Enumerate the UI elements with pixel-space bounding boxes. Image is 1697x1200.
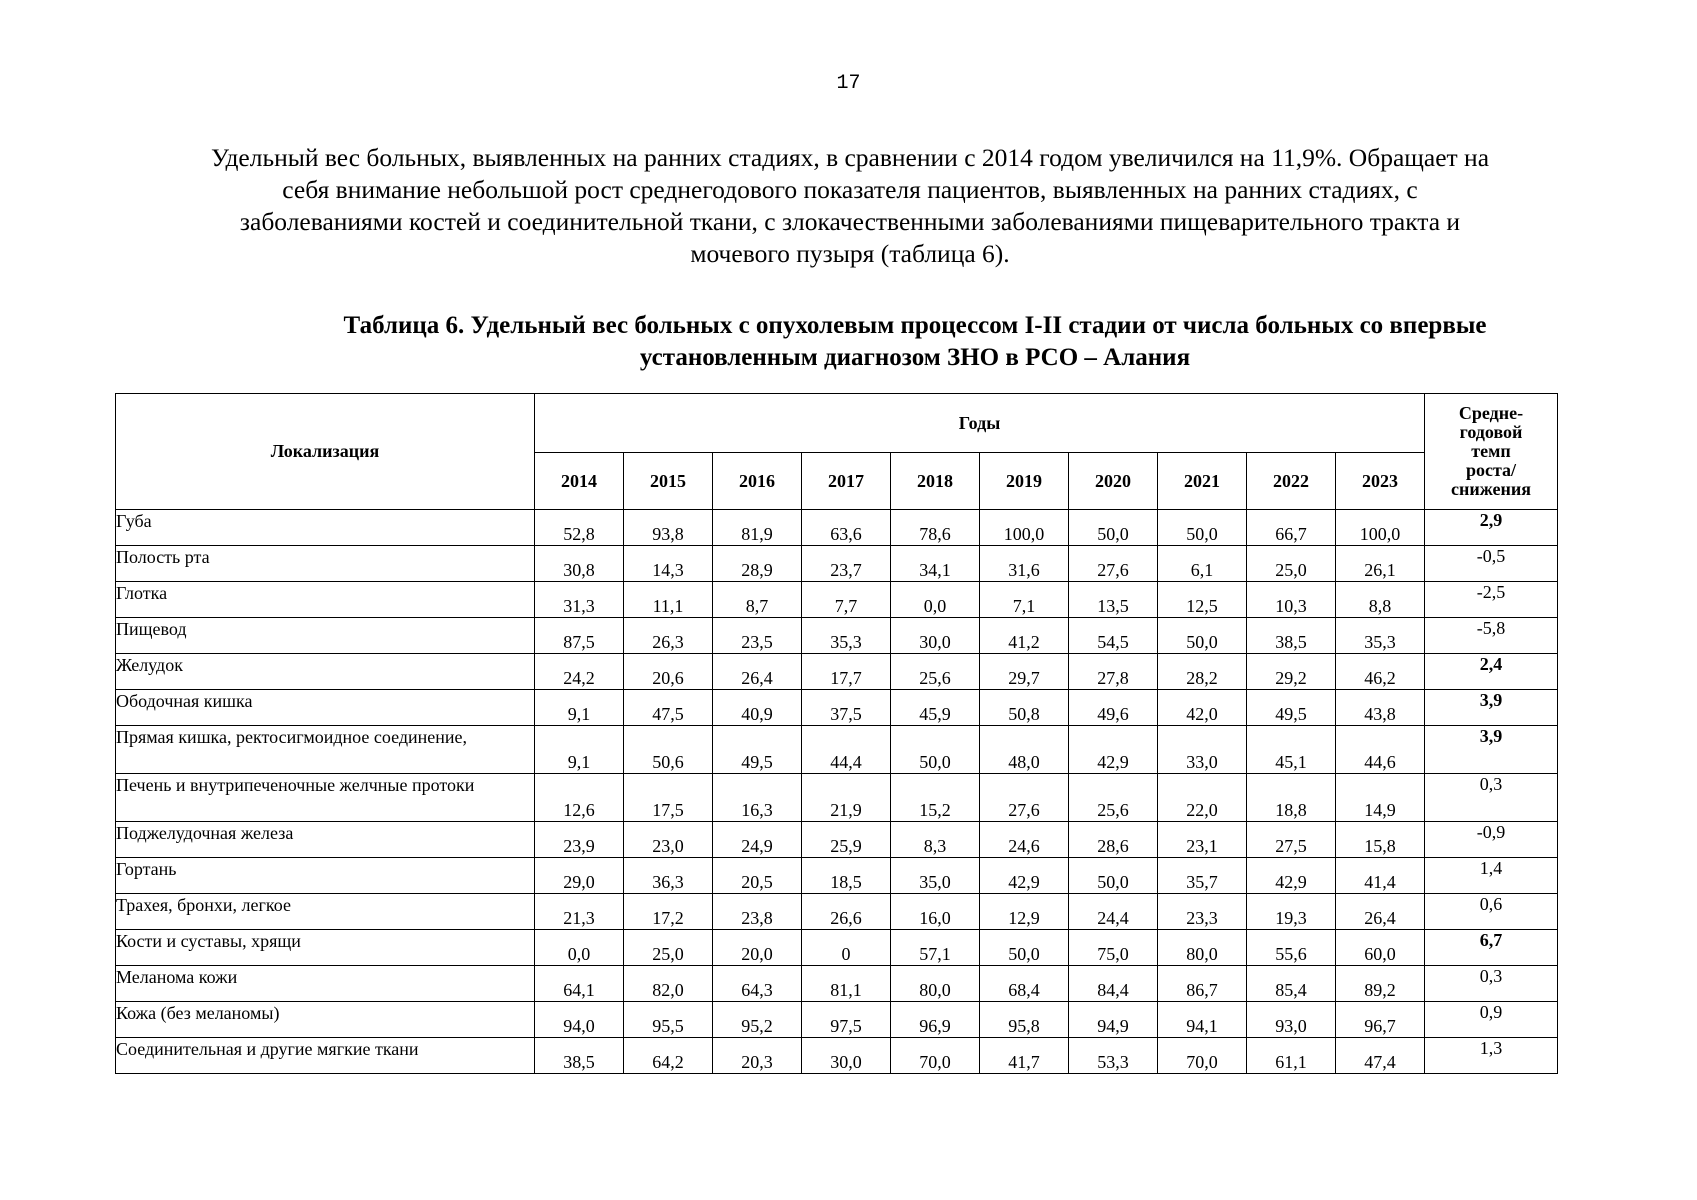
intro-line: Удельный вес больных, выявленных на ранних стадиях, в сравнении с 2014 годом увеличился на 11,9%. Обращает на (210, 143, 1490, 172)
average-rate-cell: 0,3 (1425, 774, 1558, 822)
value-cell: 6,1 (1158, 546, 1247, 582)
value-cell: 41,7 (980, 1038, 1069, 1074)
value-cell: 29,0 (535, 858, 624, 894)
table-row (116, 822, 1558, 858)
value-cell: 17,2 (624, 894, 713, 930)
value-cell: 48,0 (980, 726, 1069, 774)
intro-line: заболеваниями костей и соединительной ткани, с злокачественными заболеваниями пищеварительного тракта и (239, 207, 1461, 236)
value-cell: 18,8 (1247, 774, 1336, 822)
localization-cell: Прямая кишка, ректосигмоидное соединение, (116, 726, 535, 774)
value-cell: 14,3 (624, 546, 713, 582)
average-rate-header: Средне- годовой темп роста/ снижения (1425, 394, 1558, 510)
value-cell: 14,9 (1336, 774, 1425, 822)
value-cell: 18,5 (802, 858, 891, 894)
value-cell: 42,9 (980, 858, 1069, 894)
value-cell: 24,9 (713, 822, 802, 858)
localization-cell: Печень и внутрипеченочные желчные протоки (116, 774, 535, 822)
stage-share-table (115, 393, 1558, 1074)
average-rate-cell: -0,9 (1425, 822, 1558, 858)
value-cell: 54,5 (1069, 618, 1158, 654)
value-cell: 30,8 (535, 546, 624, 582)
average-rate-cell: 1,4 (1425, 858, 1558, 894)
value-cell: 38,5 (1247, 618, 1336, 654)
localization-cell: Кости и суставы, хрящи (116, 930, 535, 966)
value-cell: 46,2 (1336, 654, 1425, 690)
value-cell: 16,0 (891, 894, 980, 930)
value-cell: 63,6 (802, 510, 891, 546)
value-cell: 31,6 (980, 546, 1069, 582)
average-rate-cell: -2,5 (1425, 582, 1558, 618)
value-cell: 80,0 (891, 966, 980, 1002)
value-cell: 68,4 (980, 966, 1069, 1002)
value-cell: 64,1 (535, 966, 624, 1002)
value-cell: 24,6 (980, 822, 1069, 858)
value-cell: 12,9 (980, 894, 1069, 930)
localization-cell: Ободочная кишка (116, 690, 535, 726)
caption-line: установленным диагнозом ЗНО в РСО – Алания (639, 344, 1191, 371)
table-row (116, 618, 1558, 654)
value-cell: 11,1 (624, 582, 713, 618)
value-cell: 25,6 (1069, 774, 1158, 822)
value-cell: 23,5 (713, 618, 802, 654)
value-cell: 30,0 (802, 1038, 891, 1074)
value-cell: 8,3 (891, 822, 980, 858)
value-cell: 49,6 (1069, 690, 1158, 726)
value-cell: 25,0 (624, 930, 713, 966)
value-cell: 44,6 (1336, 726, 1425, 774)
value-cell: 15,2 (891, 774, 980, 822)
value-cell: 23,3 (1158, 894, 1247, 930)
value-cell: 42,9 (1069, 726, 1158, 774)
localization-cell: Гортань (116, 858, 535, 894)
value-cell: 26,6 (802, 894, 891, 930)
value-cell: 100,0 (1336, 510, 1425, 546)
localization-cell: Пищевод (116, 618, 535, 654)
value-cell: 43,8 (1336, 690, 1425, 726)
value-cell: 0,0 (535, 930, 624, 966)
value-cell: 8,7 (713, 582, 802, 618)
value-cell: 47,5 (624, 690, 713, 726)
value-cell: 12,6 (535, 774, 624, 822)
value-cell: 28,9 (713, 546, 802, 582)
value-cell: 7,7 (802, 582, 891, 618)
average-rate-cell: 3,9 (1425, 690, 1558, 726)
value-cell: 0,0 (891, 582, 980, 618)
year-header: 2016 (713, 453, 802, 510)
value-cell: 66,7 (1247, 510, 1336, 546)
table-caption (220, 310, 1610, 374)
table-row (116, 930, 1558, 966)
value-cell: 40,9 (713, 690, 802, 726)
value-cell: 96,7 (1336, 1002, 1425, 1038)
value-cell: 35,7 (1158, 858, 1247, 894)
value-cell: 25,6 (891, 654, 980, 690)
localization-cell: Соединительная и другие мягкие ткани (116, 1038, 535, 1074)
value-cell: 80,0 (1158, 930, 1247, 966)
localization-cell: Кожа (без меланомы) (116, 1002, 535, 1038)
value-cell: 42,9 (1247, 858, 1336, 894)
localization-cell: Меланома кожи (116, 966, 535, 1002)
value-cell: 57,1 (891, 930, 980, 966)
average-rate-cell: 3,9 (1425, 726, 1558, 774)
value-cell: 49,5 (1247, 690, 1336, 726)
value-cell: 87,5 (535, 618, 624, 654)
localization-cell: Полость рта (116, 546, 535, 582)
value-cell: 10,3 (1247, 582, 1336, 618)
value-cell: 35,0 (891, 858, 980, 894)
value-cell: 50,0 (1069, 510, 1158, 546)
value-cell: 45,9 (891, 690, 980, 726)
value-cell: 61,1 (1247, 1038, 1336, 1074)
average-rate-cell: 1,3 (1425, 1038, 1558, 1074)
value-cell: 24,4 (1069, 894, 1158, 930)
intro-line: мочевого пузыря (таблица 6). (690, 239, 1010, 268)
years-header: Годы (535, 394, 1425, 453)
value-cell: 29,2 (1247, 654, 1336, 690)
table-row (116, 726, 1558, 774)
value-cell: 33,0 (1158, 726, 1247, 774)
value-cell: 24,2 (535, 654, 624, 690)
localization-cell: Глотка (116, 582, 535, 618)
year-header: 2021 (1158, 453, 1247, 510)
year-header: 2017 (802, 453, 891, 510)
value-cell: 50,0 (1069, 858, 1158, 894)
table-row (116, 690, 1558, 726)
table-row (116, 1038, 1558, 1074)
localization-cell: Поджелудочная железа (116, 822, 535, 858)
value-cell: 8,8 (1336, 582, 1425, 618)
average-rate-cell: 2,4 (1425, 654, 1558, 690)
localization-cell: Желудок (116, 654, 535, 690)
value-cell: 37,5 (802, 690, 891, 726)
value-cell: 60,0 (1336, 930, 1425, 966)
value-cell: 29,7 (980, 654, 1069, 690)
year-header: 2019 (980, 453, 1069, 510)
value-cell: 9,1 (535, 726, 624, 774)
table-row (116, 546, 1558, 582)
value-cell: 23,1 (1158, 822, 1247, 858)
year-header: 2018 (891, 453, 980, 510)
value-cell: 82,0 (624, 966, 713, 1002)
year-header: 2020 (1069, 453, 1158, 510)
localization-cell: Губа (116, 510, 535, 546)
average-rate-cell: 0,6 (1425, 894, 1558, 930)
value-cell: 84,4 (1069, 966, 1158, 1002)
value-cell: 23,9 (535, 822, 624, 858)
value-cell: 50,6 (624, 726, 713, 774)
value-cell: 96,9 (891, 1002, 980, 1038)
value-cell: 0 (802, 930, 891, 966)
intro-line: себя внимание небольшой рост среднегодового показателя пациентов, выявленных на ранних стадиях, с (282, 175, 1418, 204)
value-cell: 50,0 (891, 726, 980, 774)
value-cell: 23,0 (624, 822, 713, 858)
value-cell: 21,3 (535, 894, 624, 930)
value-cell: 89,2 (1336, 966, 1425, 1002)
value-cell: 70,0 (1158, 1038, 1247, 1074)
value-cell: 75,0 (1069, 930, 1158, 966)
value-cell: 27,6 (1069, 546, 1158, 582)
table-row (116, 1002, 1558, 1038)
value-cell: 12,5 (1158, 582, 1247, 618)
value-cell: 85,4 (1247, 966, 1336, 1002)
average-rate-cell: 2,9 (1425, 510, 1558, 546)
value-cell: 86,7 (1158, 966, 1247, 1002)
value-cell: 26,1 (1336, 546, 1425, 582)
value-cell: 100,0 (980, 510, 1069, 546)
year-header: 2022 (1247, 453, 1336, 510)
value-cell: 94,0 (535, 1002, 624, 1038)
value-cell: 44,4 (802, 726, 891, 774)
table-row (116, 774, 1558, 822)
value-cell: 78,6 (891, 510, 980, 546)
value-cell: 23,8 (713, 894, 802, 930)
value-cell: 95,8 (980, 1002, 1069, 1038)
value-cell: 47,4 (1336, 1038, 1425, 1074)
value-cell: 20,6 (624, 654, 713, 690)
value-cell: 7,1 (980, 582, 1069, 618)
year-header: 2015 (624, 453, 713, 510)
value-cell: 52,8 (535, 510, 624, 546)
value-cell: 35,3 (802, 618, 891, 654)
value-cell: 81,9 (713, 510, 802, 546)
value-cell: 19,3 (1247, 894, 1336, 930)
average-rate-cell: -0,5 (1425, 546, 1558, 582)
value-cell: 21,9 (802, 774, 891, 822)
value-cell: 25,0 (1247, 546, 1336, 582)
value-cell: 27,5 (1247, 822, 1336, 858)
localization-header: Локализация (116, 394, 535, 510)
average-rate-cell: 0,9 (1425, 1002, 1558, 1038)
caption-line: Таблица 6. Удельный вес больных с опухолевым процессом I-II стадии от числа больных со впервые (343, 312, 1487, 339)
intro-paragraph (110, 142, 1590, 270)
value-cell: 93,8 (624, 510, 713, 546)
value-cell: 20,0 (713, 930, 802, 966)
value-cell: 26,4 (713, 654, 802, 690)
value-cell: 64,2 (624, 1038, 713, 1074)
value-cell: 23,7 (802, 546, 891, 582)
value-cell: 27,8 (1069, 654, 1158, 690)
value-cell: 28,6 (1069, 822, 1158, 858)
value-cell: 94,9 (1069, 1002, 1158, 1038)
table-row (116, 858, 1558, 894)
value-cell: 17,5 (624, 774, 713, 822)
average-rate-cell: 0,3 (1425, 966, 1558, 1002)
value-cell: 16,3 (713, 774, 802, 822)
average-rate-cell: -5,8 (1425, 618, 1558, 654)
value-cell: 13,5 (1069, 582, 1158, 618)
table-row (116, 966, 1558, 1002)
value-cell: 94,1 (1158, 1002, 1247, 1038)
table-row (116, 654, 1558, 690)
value-cell: 95,2 (713, 1002, 802, 1038)
average-rate-cell: 6,7 (1425, 930, 1558, 966)
value-cell: 15,8 (1336, 822, 1425, 858)
value-cell: 27,6 (980, 774, 1069, 822)
value-cell: 41,2 (980, 618, 1069, 654)
value-cell: 93,0 (1247, 1002, 1336, 1038)
value-cell: 17,7 (802, 654, 891, 690)
table-row (116, 582, 1558, 618)
year-header: 2023 (1336, 453, 1425, 510)
value-cell: 50,0 (1158, 618, 1247, 654)
value-cell: 49,5 (713, 726, 802, 774)
value-cell: 38,5 (535, 1038, 624, 1074)
value-cell: 25,9 (802, 822, 891, 858)
value-cell: 28,2 (1158, 654, 1247, 690)
value-cell: 50,8 (980, 690, 1069, 726)
value-cell: 31,3 (535, 582, 624, 618)
value-cell: 64,3 (713, 966, 802, 1002)
value-cell: 36,3 (624, 858, 713, 894)
value-cell: 50,0 (1158, 510, 1247, 546)
value-cell: 50,0 (980, 930, 1069, 966)
value-cell: 35,3 (1336, 618, 1425, 654)
value-cell: 20,3 (713, 1038, 802, 1074)
value-cell: 34,1 (891, 546, 980, 582)
value-cell: 30,0 (891, 618, 980, 654)
table-row (116, 510, 1558, 546)
value-cell: 81,1 (802, 966, 891, 1002)
year-header: 2014 (535, 453, 624, 510)
value-cell: 9,1 (535, 690, 624, 726)
value-cell: 55,6 (1247, 930, 1336, 966)
value-cell: 20,5 (713, 858, 802, 894)
value-cell: 53,3 (1069, 1038, 1158, 1074)
value-cell: 45,1 (1247, 726, 1336, 774)
localization-cell: Трахея, бронхи, легкое (116, 894, 535, 930)
table-row (116, 894, 1558, 930)
value-cell: 26,3 (624, 618, 713, 654)
value-cell: 41,4 (1336, 858, 1425, 894)
value-cell: 26,4 (1336, 894, 1425, 930)
value-cell: 22,0 (1158, 774, 1247, 822)
value-cell: 70,0 (891, 1038, 980, 1074)
value-cell: 42,0 (1158, 690, 1247, 726)
value-cell: 97,5 (802, 1002, 891, 1038)
table-container (115, 393, 1558, 1074)
page-number: 17 (836, 72, 861, 95)
value-cell: 95,5 (624, 1002, 713, 1038)
